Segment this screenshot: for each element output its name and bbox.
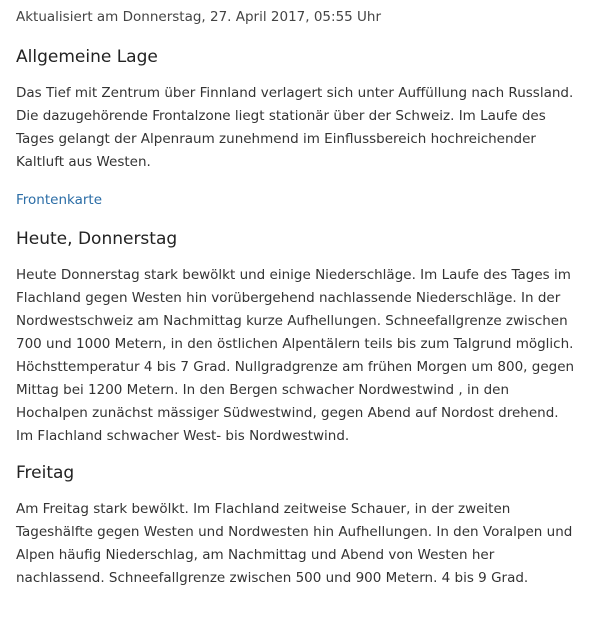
today-forecast-text: Heute Donnerstag stark bewölkt und einige Niederschläge. Im Laufe des Tages im Flachland gegen Westen hin vorübergehend nachlassende Niederschläge. In der Nordwestschweiz am Nachmittag kurze Aufhellungen. Schneefallgrenze zwischen 700 und 1000 Metern, in den östlichen Alpentälern teils bis zum Talgrund möglich. Höchsttemperatur 4 bis 7 Grad. Nullgradgrenze am frühen Morgen um 800, gegen Mittag bei 1200 Metern. In den Bergen schwacher Nordwestwind , in den Hochalpen zunächst mässiger Südwestwind, gegen Abend auf Nordost drehend. Im Flachland schwacher West- bis Nordwestwind.	[16, 267, 575, 444]
section-heading-today: Heute, Donnerstag	[16, 229, 178, 249]
section-today	[16, 228, 579, 448]
section-heading-friday: Freitag	[16, 463, 75, 483]
front-map-link[interactable]: Frontenkarte	[16, 192, 103, 208]
section-heading-general-situation: Allgemeine Lage	[16, 47, 158, 67]
section-general-situation	[16, 46, 579, 228]
update-timestamp: Aktualisiert am Donnerstag, 27. April 2017, 05:55 Uhr	[16, 9, 382, 25]
general-situation-text: Das Tief mit Zentrum über Finnland verlagert sich unter Auffüllung nach Russland. Die dazugehörende Frontalzone liegt stationär über der Schweiz. Im Laufe des Tages gelangt der Alpenraum zunehmend im Einflussbereich hochreichender Kaltluft aus Westen.	[16, 85, 574, 170]
friday-forecast-text: Am Freitag stark bewölkt. Im Flachland zeitweise Schauer, in der zweiten Tageshälfte gegen Westen und Nordwesten hin Aufhellungen. In den Voralpen und Alpen häufig Niederschlag, am Nachmittag und Abend von Westen her nachlassend. Schneefallgrenze zwischen 500 und 900 Metern. 4 bis 9 Grad.	[16, 501, 573, 586]
section-friday	[16, 462, 579, 590]
